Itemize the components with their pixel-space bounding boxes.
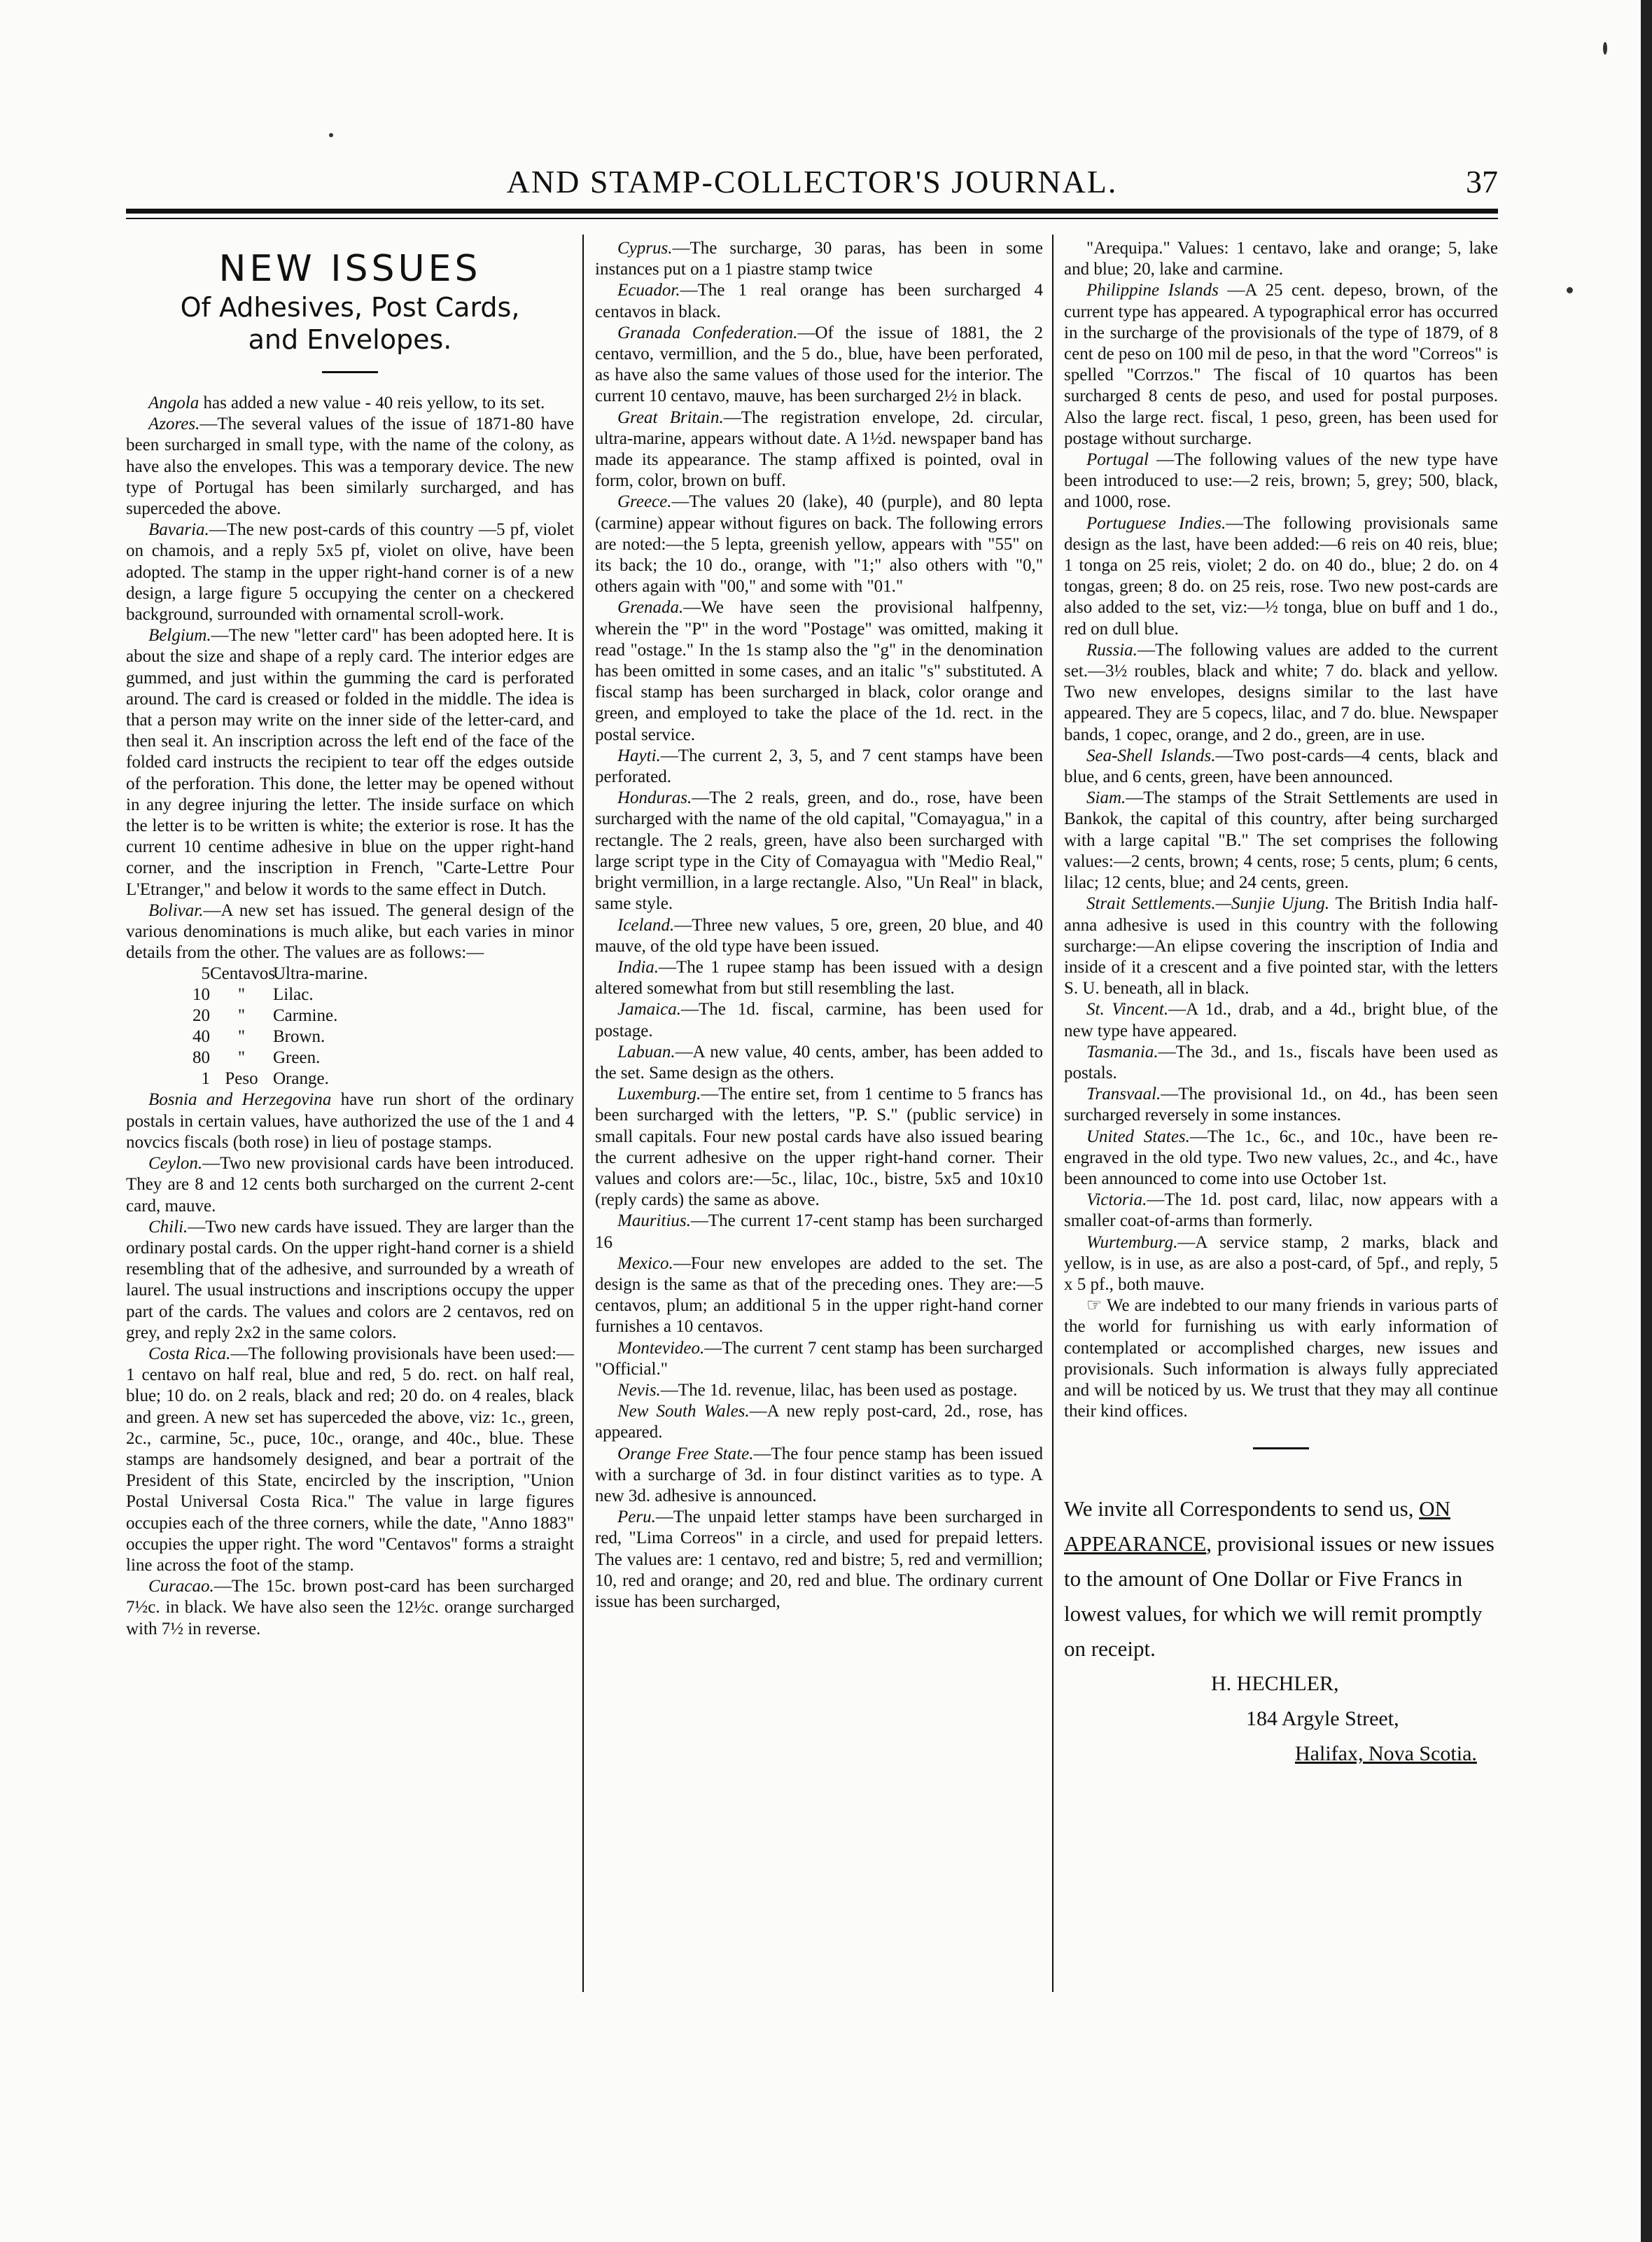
section-subtitle-2: and Envelopes.: [248, 324, 452, 355]
issue-entry: [126, 1217, 574, 1344]
issue-entry: [595, 1084, 1043, 1211]
issue-entry: [595, 1253, 1043, 1338]
bolivar-values-table: [161, 963, 574, 1089]
value-row: [161, 1068, 574, 1089]
issue-entry: [595, 492, 1043, 597]
issue-entry: [595, 1338, 1043, 1380]
entry-text: has added a new value - 40 reis yellow, to its set.: [199, 394, 545, 412]
scan-edge: [1641, 0, 1652, 2242]
issue-entry: [126, 414, 574, 520]
issue-entry: [595, 788, 1043, 914]
country-name: Peru.: [617, 1508, 656, 1527]
issue-entry: [1064, 1232, 1498, 1296]
value-unit: Centavos: [210, 964, 276, 984]
value-row: [161, 1005, 574, 1026]
country-name: Portuguese Indies.: [1086, 513, 1226, 533]
entry-text: —The following values are added to the current set.—3½ roubles, black and white; 7 do. black and yellow. Two new envelopes, designs similar to the last have appeared. They are 5 copecs, lilac, and 7 do. blue. Newspaper bands, 1 copec, orange, and 2 do., green, are in use.: [1064, 640, 1498, 744]
value-color: Orange.: [273, 1069, 329, 1089]
issue-entry: [595, 280, 1043, 322]
country-name: Luxemburg.: [617, 1085, 701, 1104]
country-name: St. Vincent.: [1086, 1000, 1169, 1019]
issue-entry: [595, 1380, 1043, 1401]
country-name: Great Britain.: [617, 408, 724, 427]
header-rule-thin: [126, 218, 1498, 219]
issue-entry: [595, 323, 1043, 408]
country-name: Mauritius.: [617, 1211, 691, 1231]
country-name: Wurtemburg.: [1086, 1232, 1178, 1252]
scan-speck: [1603, 42, 1607, 55]
issue-entry: [126, 1153, 574, 1217]
signer-name: H. HECHLER,: [1211, 1672, 1339, 1696]
issue-entry: [1064, 746, 1498, 788]
issue-entry: [595, 1444, 1043, 1508]
country-name: Tasmania.: [1086, 1042, 1158, 1061]
country-name: Labuan.: [617, 1042, 676, 1061]
section-heading: [126, 246, 574, 373]
country-name: Sea-Shell Islands.: [1086, 746, 1216, 765]
country-name: Chili.: [148, 1217, 188, 1237]
value-unit: ": [237, 1048, 246, 1068]
column-divider: [1052, 235, 1054, 1992]
value-color: Carmine.: [273, 1006, 338, 1026]
country-name: Honduras.: [617, 788, 692, 808]
value-unit: ": [237, 1027, 246, 1047]
entry-text: —Three new values, 5 ore, green, 20 blue, and 40 mauve, of the old type have been issued.: [595, 915, 1043, 956]
issue-entry: [1064, 893, 1498, 999]
entry-text: —The new post-cards of this country —5 pf, violet on chamois, and a reply 5x5 pf, violet on olive, have been adopted. The stamp in the upper right-hand corner is of a new design, a large figure 5 occupying the center on a checkered background, surrounded with ornamental scroll-work.: [126, 520, 574, 625]
notice-text: We invite all Correspondents to send us,: [1064, 1496, 1414, 1522]
scan-speck: [329, 133, 333, 137]
country-name: Granada Confederation.: [617, 323, 798, 342]
issue-entry: [1064, 450, 1498, 513]
country-name: Portugal: [1086, 450, 1149, 470]
country-name: Ceylon.: [148, 1154, 203, 1174]
country-name: India.: [617, 957, 659, 977]
issue-entry: [126, 393, 574, 414]
entry-text: —A new set has issued. The general design of the various denominations is much alike, but each varies in minor details from the other. The values are as follows:—: [126, 900, 574, 963]
entry-text: —The 15c. brown post-card has been surcharged 7½c. in black. We have also seen the 12½c. orange surcharged with 7½ in reverse.: [126, 1577, 574, 1638]
value-color: Brown.: [273, 1027, 326, 1047]
issue-entry: [595, 408, 1043, 492]
signer-street: 184 Argyle Street,: [1246, 1707, 1399, 1731]
entry-text: —The 1c., 6c., and 10c., have been re-engraved in the old type. Two new values, 2c., and 4c., have been announced to come into use October 1st.: [1064, 1127, 1498, 1188]
issue-entry: [595, 1042, 1043, 1084]
header-rule: [126, 209, 1498, 214]
entry-text: —The surcharge, 30 paras, has been in some instances put on a 1 piastre stamp twice: [595, 239, 1043, 279]
entry-text: —The unpaid letter stamps have been surcharged in red, "Lima Correos" in a circle, and used for prepaid letters. The values are: 1 centavo, red and bistre; 5, red and vermillion; 10, red and orange; and 20, red and blue. The ordinary current issue has been surcharged,: [595, 1508, 1043, 1611]
entry-text: —A new reply post-card, 2d., rose, has appeared.: [595, 1402, 1044, 1442]
value-unit: ": [237, 985, 246, 1005]
entry-text: —The values 20 (lake), 40 (purple), and 80 lepta (carmine) appear without figures on back. The following errors are noted:—the 5 lepta, greenish yellow, appears with "55" on its back; the 10 do., orange, with "1;" also others with "0," others again with "00," and some with "01.": [595, 492, 1043, 597]
country-name: Ecuador.: [617, 281, 680, 300]
entry-text: —Two new cards have issued. They are larger than the ordinary postal cards. On the upper right-hand corner is a shield resembling that of the adhesive, and surrounded by a wreath of laurel. The usual instructions and inscriptions occupy the upper part of the cards. The values and colors are 2 centavos, red on grey, and reply 2x2 in the same colors.: [126, 1217, 574, 1342]
country-name: Hayti.: [617, 746, 661, 765]
entry-text: "Arequipa." Values: 1 centavo, lake and orange; 5, lake and blue; 20, lake and carmine.: [1064, 239, 1498, 279]
entry-text: —The stamps of the Strait Settlements are used in Bankok, the capital of this country, after being surcharged with a large capital "B." The set comprises the following values:—2 cents, brown; 4 cents, rose; 5 cents, plum; 6 cents, lilac; 12 cents, blue; and 24 cents, green.: [1064, 788, 1498, 893]
country-name: United States.: [1086, 1127, 1190, 1146]
value-color: Green.: [273, 1048, 321, 1068]
entry-text: —The registration envelope, 2d. circular, ultra-marine, appears without date. A 1½d. newspaper band has made its appearance. The stamp affixed is pointed, oval in form, color, brown on buff.: [595, 408, 1043, 491]
entry-text: —The several values of the issue of 1871-80 have been surcharged in small type, with the name of the colony, as have also the envelopes. This was a temporary device. The new type of Portugal has been similarly surcharged, and has superceded the above.: [126, 415, 574, 519]
country-name: Cyprus.: [617, 239, 673, 258]
column-2: [595, 238, 1043, 1613]
country-name: Siam.: [1086, 788, 1126, 808]
entry-text: —A new value, 40 cents, amber, has been added to the set. Same design as the others.: [595, 1042, 1043, 1082]
entry-text: —The following values of the new type have been introduced to use:—2 reis, brown; 5, grey; 500, black, and 1000, rose.: [1064, 450, 1498, 512]
issue-entry: [1064, 1127, 1498, 1190]
running-title: AND STAMP-COLLECTOR'S JOURNAL.: [506, 164, 1118, 200]
country-name: Jamaica.: [617, 1000, 681, 1019]
heading-rule: [322, 371, 378, 373]
page-header: [126, 161, 1498, 210]
entry-text: —The current 2, 3, 5, and 7 cent stamps have been perforated.: [595, 746, 1043, 787]
issue-entry: [1064, 1042, 1498, 1084]
issue-entry: [595, 1401, 1043, 1443]
issue-entry: [595, 597, 1043, 745]
entry-text: have run short of the ordinary postals in certain values, have authorized the use of the 1 and 4 novcics fiscals (both rose) in lieu of postage stamps.: [126, 1090, 574, 1152]
country-name: New South Wales.: [617, 1402, 750, 1421]
country-name: Montevideo.: [617, 1338, 705, 1358]
notice-rule: [1253, 1447, 1309, 1449]
entry-text: —The 1d. fiscal, carmine, has been used for postage.: [595, 1000, 1043, 1040]
country-name: Iceland.: [617, 915, 675, 935]
signer-city: Halifax, Nova Scotia.: [1295, 1742, 1477, 1766]
entry-text: —Four new envelopes are added to the set. The design is the same as that of the preceding ones. They are:—5 centavos, plum; an additional 5 in the upper right-hand corner furnishes a 10 centavos.: [595, 1253, 1043, 1337]
value-quantity: 20: [192, 1006, 210, 1026]
value-unit: ": [237, 1006, 246, 1026]
country-name: Transvaal.: [1086, 1085, 1161, 1104]
issue-entry: [126, 900, 574, 964]
issue-entry: [126, 520, 574, 625]
issue-entry: [1064, 1190, 1498, 1232]
issue-entry: [1064, 1084, 1498, 1126]
value-row: [161, 1047, 574, 1068]
issue-entry: [595, 1507, 1043, 1613]
country-name: Greece.: [617, 492, 672, 512]
issue-entry: [1064, 1295, 1498, 1422]
country-name: Russia.: [1086, 640, 1138, 660]
value-quantity: 10: [192, 985, 210, 1005]
entry-text: —A service stamp, 2 marks, black and yellow, is in use, as are also a post-card, of 5pf., and reply, 5 x 5 pf., both mauve.: [1064, 1232, 1498, 1294]
issue-entry: [595, 1211, 1043, 1253]
entry-text: —The 3d., and 1s., fiscals have been used as postals.: [1064, 1042, 1498, 1082]
value-row: [161, 1026, 574, 1047]
issue-entry: [126, 1344, 574, 1576]
issue-entry: [595, 915, 1043, 957]
country-name: Bolivar.: [148, 900, 204, 920]
issue-entry: [1064, 280, 1498, 450]
entry-text: —The entire set, from 1 centime to 5 francs has been surcharged with the letters, "P. S." (public service) in small capitals. Four new postal cards have also issued bearing the current adhesive on the upper right-hand corner. Their values and colors are:—5c., lilac, 10c., bistre, 5x5 and 10x10 (reply cards) the same as above.: [595, 1085, 1043, 1210]
entry-text: —A 25 cent. depeso, brown, of the current type has appeared. A typographical error has occurred in the surcharge of the provisionals of the type of 1879, of 8 cent de peso on 100 mil de peso, in that the word "Correos" is spelled "Corrzos." The fiscal of 10 quartos has been surcharged 8 cents de peso, and used for postal purposes. Also the large rect. fiscal, 1 peso, green, has been used for postage without surcharge.: [1064, 281, 1498, 448]
value-color: Ultra-marine.: [273, 964, 368, 984]
value-color: Lilac.: [273, 985, 314, 1005]
country-name: Grenada.: [617, 598, 684, 618]
entry-text: —The 1d. revenue, lilac, has been used as postage.: [660, 1380, 1018, 1400]
entry-text: —The following provisionals same design as the last, have been added:—6 reis on 40 reis, blue; 1 tonga on 25 reis, violet; 2 do. on 40 do., blue; 2 do. on 4 tongas, green; 8 do. on 25 reis, rose. Two new post-cards are also added to the set, viz:—½ tonga, blue on buff and 1 do., red on dull blue.: [1064, 513, 1498, 639]
section-subtitle-1: Of Adhesives, Post Cards,: [180, 292, 520, 323]
issue-entry: [595, 957, 1043, 999]
notice-text-rest: , provisional issues or new issues to the amount of One Dollar or Five Francs in lowest values, for which we will remit promptly on receipt.: [1064, 1531, 1494, 1662]
issue-entry: [1064, 238, 1498, 280]
entry-text: —We have seen the provisional halfpenny, wherein the "P" in the word "Postage" was omitted, making it read "ostage." In the 1s stamp also the "g" in the denomination has been omitted in some cases, and an italic "s" substituted. A fiscal stamp has been surcharged in black, color orange and green, and employed to take the place of the 1d. rect. in the postal service.: [595, 598, 1043, 744]
entry-text: The British India half-anna adhesive is used in this country with the following surcharge:—An elipse covering the inscription of India and inside of it a crescent and a five pointed star, with the letters S. U. beneath, all in black.: [1064, 894, 1498, 998]
issue-entry: [1064, 788, 1498, 893]
issue-entry: [595, 746, 1043, 788]
issue-entry: [1064, 640, 1498, 746]
country-name: Costa Rica.: [148, 1344, 231, 1363]
entry-text: —The 1 real orange has been surcharged 4 centavos in black.: [595, 281, 1043, 321]
entry-text: —Two new provisional cards have been introduced. They are 8 and 12 cents both surcharged on the current 2-cent card, mauve.: [126, 1154, 574, 1216]
issue-entry: [1064, 513, 1498, 640]
issue-entry: [595, 999, 1043, 1041]
country-name: Victoria.: [1086, 1190, 1147, 1210]
value-quantity: 1: [201, 1069, 210, 1089]
issue-entry: [126, 1089, 574, 1153]
entry-text: —Two post-cards—4 cents, black and blue, and 6 cents, green, have been announced.: [1064, 746, 1498, 787]
value-row: [161, 984, 574, 1005]
country-name: Azores.: [148, 415, 200, 434]
value-quantity: 40: [192, 1027, 210, 1047]
issue-entry: [126, 1576, 574, 1640]
country-name: Philippine Islands: [1086, 281, 1219, 300]
notice-caps: ON APPEARANCE: [1064, 1496, 1450, 1557]
entry-text: —The 2 reals, green, and do., rose, have been surcharged with the name of the old capital, "Comayagua," in a rectangle. The 2 reals, green, have also been surcharged with large script type in the City of Comayagua with "Medio Real," bright vermillion, in a large rectangle. Also, "Un Real" in black, same style.: [595, 788, 1043, 914]
column-3: [1064, 238, 1498, 1771]
column-1: [126, 238, 574, 1640]
country-name: Angola: [148, 394, 200, 412]
entry-text: —The provisional 1d., on 4d., has been seen surcharged reversely in some instances.: [1064, 1085, 1498, 1125]
value-quantity: 80: [192, 1048, 210, 1068]
issue-entry: [126, 625, 574, 900]
entry-text: —The following provisionals have been used:—1 centavo on half real, blue and red, 5 do. rect. on half real, blue; 10 do. on 2 reals, black and red; 20 do. on 4 reales, black and green. A new set has superceded the above, viz: 1c., green, 2c., carmine, 5c., puce, 10c., orange, and 40c., blue. These stamps are handsomely designed, and bear a portrait of the President of this State, encircled by the inscription, "Union Postal Universal Costa Rica." The value in large figures occupies each of the three corners, while the date, "Anno 1883" occupies the upper right. The word "Centavos" forms a straight line across the foot of the stamp.: [126, 1344, 574, 1575]
issue-entry: [1064, 999, 1498, 1041]
value-quantity: 5: [201, 964, 210, 984]
country-name: Bavaria.: [148, 520, 209, 540]
entry-text: —The 1 rupee stamp has been issued with a design altered somewhat from but still resembling the last.: [595, 957, 1043, 998]
entry-text: —The new "letter card" has been adopted here. It is about the size and shape of a reply card. The interior edges are gummed, and just within the gumming the card is perforated around. The card is creased or folded in the middle. The idea is that a person may write on the inner side of the letter-card, and then seal it. An inscription across the left end of the face of the folded card instructs the recipient to tear off the edges outside of the perforation. This done, the letter may be opened without in any degree injuring the letter. The inside surface on which the letter is to be written is white; the exterior is rose. It has the current 10 centime adhesive in blue on the upper right-hand corner, and the inscription in French, "Carte-Lettre Pour L'Etranger," and below it words to the same effect in Dutch.: [126, 626, 574, 899]
page-number: 37: [1466, 164, 1498, 200]
column-divider: [582, 235, 584, 1992]
entry-text: —Of the issue of 1881, the 2 centavo, vermillion, and the 5 do., blue, have been perforated, as have also the same values of those used for the interior. The current 10 centavo, mauve, has been surcharged 2½ in black.: [595, 323, 1044, 406]
country-name: Strait Settlements.—Sunjie Ujung.: [1086, 894, 1330, 914]
section-title: NEW ISSUES: [218, 248, 482, 290]
entry-text: —A 1d., drab, and a 4d., bright blue, of the new type have appeared.: [1064, 1000, 1498, 1040]
entry-text: —The current 17-cent stamp has been surcharged 16: [595, 1211, 1043, 1252]
entry-text: —The four pence stamp has been issued with a surcharge of 3d. in four distinct varities as to type. A new 3d. adhesive is announced.: [595, 1444, 1043, 1505]
entry-text: —The 1d. post card, lilac, now appears with a smaller coat-of-arms than formerly.: [1064, 1190, 1498, 1231]
country-name: Bosnia and Herzegovina: [148, 1090, 332, 1110]
entry-text: ☞ We are indebted to our many friends in various parts of the world for furnishing us with early information of contemplated or accomplished charges, new issues and provisionals. Such information is always fully appreciated and will be noticed by us. We trust that they may all continue their kind offices.: [1064, 1296, 1498, 1421]
country-name: Belgium.: [148, 626, 211, 646]
country-name: Curacao.: [148, 1577, 214, 1596]
scan-speck: [1567, 287, 1573, 293]
entry-text: —The current 7 cent stamp has been surcharged "Official.": [595, 1338, 1043, 1379]
country-name: Nevis.: [617, 1380, 661, 1400]
country-name: Orange Free State.: [617, 1444, 754, 1463]
value-row: [161, 963, 574, 984]
country-name: Mexico.: [617, 1253, 673, 1273]
issue-entry: [595, 238, 1043, 280]
correspondents-notice: [1064, 1491, 1498, 1666]
value-unit: Peso: [225, 1069, 258, 1089]
